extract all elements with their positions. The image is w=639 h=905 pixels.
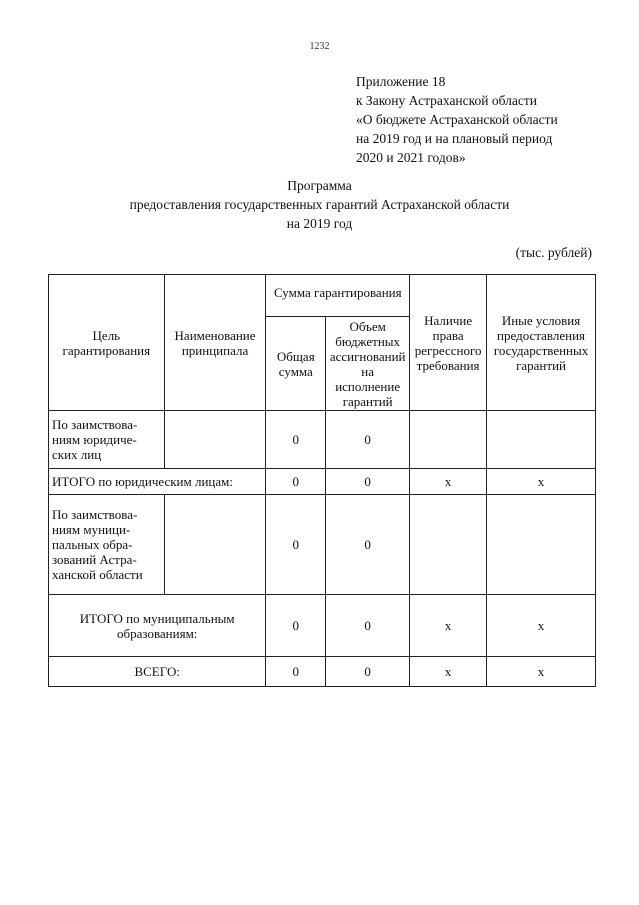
appendix-line: к Закону Астраханской области — [356, 93, 538, 108]
row-total-sum: 0 — [266, 595, 326, 657]
header-sum-group: Сумма гарантирования — [266, 275, 410, 317]
row-budget-volume: 0 — [326, 411, 410, 469]
units-label: (тыс. рублей) — [515, 245, 592, 260]
appendix-reference — [356, 72, 558, 167]
title-line: на 2019 год — [286, 216, 353, 231]
document-title — [0, 176, 639, 233]
row-other-conditions: x — [487, 595, 596, 657]
header-budget-volume: Объем бюджетных ассигнований на исполнение гарантий — [326, 317, 410, 411]
appendix-line: Приложение 18 — [356, 74, 446, 89]
row-other-conditions: x — [487, 469, 596, 495]
appendix-line: «О бюджете Астраханской области — [356, 112, 558, 127]
header-principal: Наименование принципала — [164, 275, 266, 411]
appendix-line: 2020 и 2021 годов» — [356, 150, 466, 165]
header-goal: Цель гарантирования — [49, 275, 165, 411]
row-principal — [164, 495, 266, 595]
row-regress-right — [410, 411, 487, 469]
guarantees-table — [48, 274, 596, 687]
row-regress-right — [410, 495, 487, 595]
title-line: Программа — [287, 178, 352, 193]
header-other-conditions: Иные условия предоставления государственных гарантий — [487, 275, 596, 411]
appendix-line: на 2019 год и на плановый период — [356, 131, 553, 146]
row-goal: По заимствова-ниям юридиче-ских лиц — [49, 411, 165, 469]
row-total-sum: 0 — [266, 411, 326, 469]
row-other-conditions: x — [487, 657, 596, 687]
row-total-sum: 0 — [266, 657, 326, 687]
subtotal-label: ИТОГО по муниципальным образованиям: — [49, 595, 266, 657]
page-number: 1232 — [309, 41, 330, 52]
title-line: предоставления государственных гарантий Астраханской области — [129, 197, 510, 212]
table-row — [49, 411, 596, 469]
row-budget-volume: 0 — [326, 469, 410, 495]
row-regress-right: x — [410, 657, 487, 687]
subtotal-label: ИТОГО по юридическим лицам: — [49, 469, 266, 495]
row-regress-right: x — [410, 595, 487, 657]
row-other-conditions — [487, 495, 596, 595]
table-row — [49, 469, 596, 495]
row-total-sum: 0 — [266, 469, 326, 495]
table-row — [49, 495, 596, 595]
row-budget-volume: 0 — [326, 657, 410, 687]
grand-total-label: ВСЕГО: — [49, 657, 266, 687]
row-total-sum: 0 — [266, 495, 326, 595]
row-regress-right: x — [410, 469, 487, 495]
row-goal: По заимствова-ниям муници-пальных обра-зований Астра-ханской области — [49, 495, 165, 595]
table-row — [49, 595, 596, 657]
row-principal — [164, 411, 266, 469]
header-regress-right: Наличие права регрессного требования — [410, 275, 487, 411]
header-total-sum: Общая сумма — [266, 317, 326, 411]
row-budget-volume: 0 — [326, 495, 410, 595]
table-row — [49, 657, 596, 687]
row-budget-volume: 0 — [326, 595, 410, 657]
row-other-conditions — [487, 411, 596, 469]
